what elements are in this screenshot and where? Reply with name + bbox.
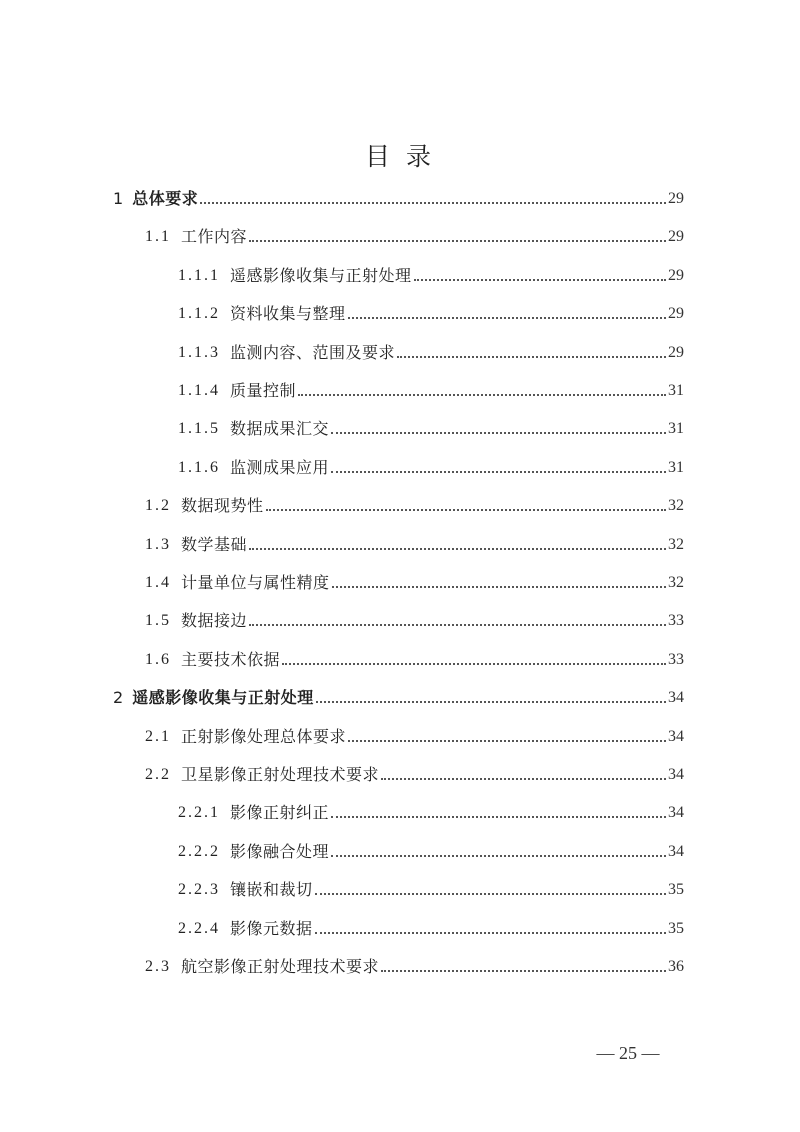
dot-leader [332, 586, 666, 588]
toc-entry-number: 2.2.4 [178, 919, 220, 937]
page-title: 目 录 [365, 142, 435, 171]
toc-entry-page: 34 [668, 766, 684, 783]
toc-entry-title: 监测内容、范围及要求 [230, 342, 396, 362]
toc-entry-title: 计量单位与属性精度 [181, 573, 330, 592]
toc-entry [145, 496, 684, 516]
dot-leader [249, 624, 666, 626]
toc-entry [145, 765, 684, 785]
toc-entry-title: 正射影像处理总体要求 [181, 726, 347, 746]
toc-entry-title: 工作内容 [181, 227, 248, 247]
toc-entry [178, 304, 684, 324]
toc-entry-number: 2.2.3 [178, 881, 220, 899]
toc-entry-number: 2.2.1 [178, 804, 220, 822]
dot-leader [331, 432, 666, 434]
toc-entry [178, 880, 684, 900]
toc-entry-title: 数据接边 [181, 611, 248, 631]
dot-leader [397, 356, 666, 358]
toc-entry [145, 957, 684, 977]
toc-entry-number: 1.1.4 [178, 382, 220, 399]
dot-leader [315, 893, 666, 895]
toc-entry-page: 34 [668, 727, 684, 745]
toc-entry [145, 650, 684, 670]
toc-entry-page: 29 [668, 266, 684, 284]
toc-entry-title: 监测成果应用 [230, 457, 330, 477]
toc-entry-number: 2.2 [145, 766, 171, 783]
toc-entry-number: 2.2.2 [178, 842, 220, 860]
toc-entry-title: 总体要求 [132, 189, 199, 208]
toc-entry-title: 遥感影像收集与正射处理 [132, 688, 314, 708]
toc-entry-page: 32 [668, 497, 684, 515]
toc-entry-page: 29 [668, 228, 684, 246]
toc-entry-page: 32 [668, 574, 684, 591]
toc-entry-number: 1.4 [145, 574, 171, 591]
toc-entry [113, 688, 684, 708]
dot-leader [331, 816, 666, 818]
dot-leader [266, 509, 666, 511]
dot-leader [315, 932, 666, 934]
toc-entry-page: 31 [668, 458, 684, 476]
toc-entry-page: 29 [668, 343, 684, 361]
toc-entry-title: 航空影像正射处理技术要求 [181, 957, 380, 976]
toc-entry-title: 遥感影像收集与正射处理 [230, 265, 412, 285]
toc-entry-page: 29 [668, 190, 684, 207]
toc-entry-page: 36 [668, 958, 684, 975]
toc-entry-number: 1 [113, 189, 124, 208]
toc-entry-number: 2 [113, 688, 124, 708]
toc-entry-title: 影像正射纠正 [230, 803, 330, 823]
toc-entry-page: 34 [668, 804, 684, 822]
dot-leader [414, 279, 666, 281]
dot-leader [282, 663, 666, 665]
toc-entry-number: 2.3 [145, 958, 171, 975]
toc-entry-number: 1.1 [145, 228, 171, 246]
toc-entry [178, 381, 684, 401]
toc-entry-page: 33 [668, 612, 684, 630]
dot-leader [348, 317, 666, 319]
dot-leader [200, 202, 666, 204]
toc-entry-page: 34 [668, 689, 684, 707]
toc-entry [113, 189, 684, 209]
toc-entry [145, 727, 684, 747]
toc-entry-number: 2.1 [145, 727, 171, 745]
toc-entry-title: 镶嵌和裁切 [230, 880, 313, 900]
toc-entry-page: 35 [668, 881, 684, 899]
dot-leader [249, 548, 666, 550]
toc-entry-title: 数学基础 [181, 534, 248, 554]
toc-entry [178, 266, 684, 286]
toc-entry [145, 573, 684, 593]
toc-entry-number: 1.1.3 [178, 343, 220, 361]
toc-entry [178, 419, 684, 439]
toc-entry-page: 29 [668, 305, 684, 323]
dot-leader [316, 701, 666, 703]
toc-entry [145, 227, 684, 247]
dot-leader [381, 970, 666, 972]
toc-entry-title: 影像元数据 [230, 918, 313, 938]
toc-entry-title: 数据成果汇交 [230, 419, 330, 439]
toc-entry-page: 35 [668, 919, 684, 937]
dot-leader [331, 471, 666, 473]
toc-entry-title: 卫星影像正射处理技术要求 [181, 765, 380, 784]
toc-entry-page: 31 [668, 420, 684, 438]
toc-entry [178, 919, 684, 939]
toc-entry-page: 31 [668, 382, 684, 399]
toc-entry-title: 质量控制 [230, 381, 297, 400]
toc-entry [178, 803, 684, 823]
page-number-footer: — 25 — [596, 1043, 660, 1063]
toc-entry-number: 1.1.5 [178, 420, 220, 438]
dot-leader [331, 855, 666, 857]
toc-entry-page: 34 [668, 842, 684, 860]
toc-entry-number: 1.1.1 [178, 266, 220, 284]
dot-leader [348, 740, 666, 742]
dot-leader [298, 394, 666, 396]
toc-entry [178, 343, 684, 363]
toc-entry [145, 535, 684, 555]
dot-leader [381, 778, 666, 780]
toc-entry [178, 842, 684, 862]
toc-entry-number: 1.1.6 [178, 458, 220, 476]
toc-entry-page: 32 [668, 535, 684, 553]
toc-entry [145, 611, 684, 631]
toc-entry [178, 458, 684, 478]
toc-entry-title: 影像融合处理 [230, 841, 330, 861]
toc-entry-title: 资料收集与整理 [230, 304, 346, 324]
toc-entry-number: 1.3 [145, 535, 171, 553]
toc-entry-title: 数据现势性 [181, 496, 264, 516]
toc-entry-number: 1.2 [145, 497, 171, 515]
toc-entry-number: 1.1.2 [178, 305, 220, 323]
toc-entry-page: 33 [668, 650, 684, 668]
dot-leader [249, 240, 666, 242]
toc-entry-number: 1.5 [145, 612, 171, 630]
toc-entry-title: 主要技术依据 [181, 649, 281, 669]
toc-entry-number: 1.6 [145, 650, 171, 668]
